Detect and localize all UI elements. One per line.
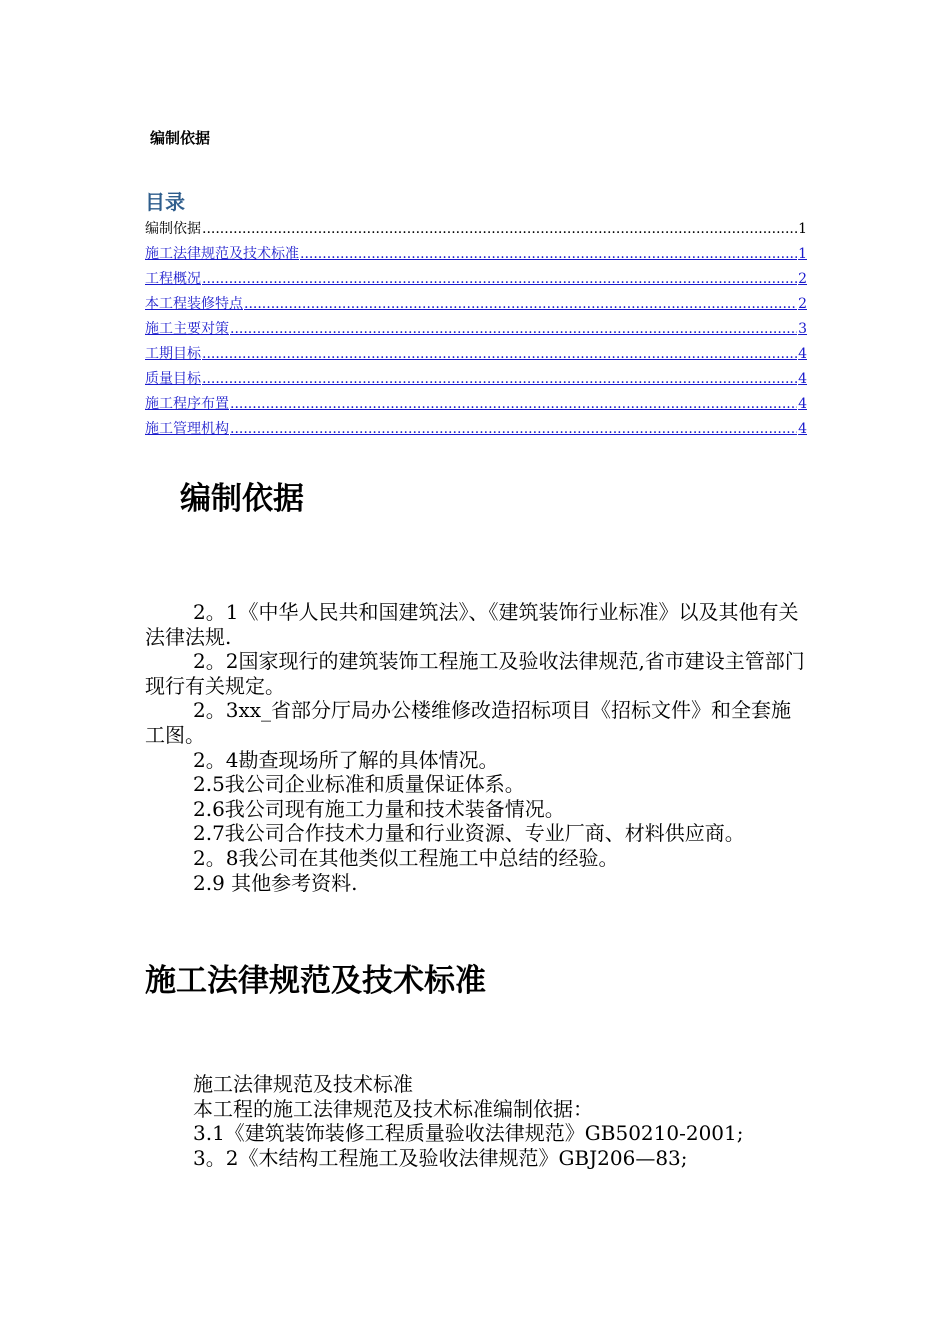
paragraph: 2。3xx_省部分厅局办公楼维修改造招标项目《招标文件》和全套施工图。 [145, 698, 792, 747]
toc-entry-bianzhi-yiju[interactable] [145, 218, 807, 243]
toc-entry-label: 本工程装修特点 [145, 296, 243, 312]
toc-leader-dots [230, 421, 797, 437]
page-header-title: 编制依据 [150, 129, 211, 147]
toc-entry-label: 施工法律规范及技术标准 [145, 246, 299, 262]
toc-link-gongqi-mubiao[interactable] [145, 343, 807, 368]
paragraph: 2.7我公司合作技术力量和行业资源、专业厂商、材料供应商。 [193, 821, 745, 846]
toc-leader-dots [202, 221, 797, 237]
toc-leader-dots [230, 321, 797, 337]
toc-link-shigong-guifan[interactable] [145, 243, 807, 268]
toc-entry-page: 1 [798, 221, 807, 237]
toc-entry-page: 4 [798, 346, 807, 362]
toc-link-guanli-jigou[interactable] [145, 418, 807, 443]
section-body-shigong-guifan [145, 1072, 807, 1170]
toc-entry-label: 施工管理机构 [145, 421, 229, 437]
paragraph: 3。2《木结构工程施工及验收法律规范》GBJ206—83; [193, 1145, 688, 1170]
section-heading-bianzhi-yiju: 编制依据 [180, 481, 304, 517]
paragraph: 2。8我公司在其他类似工程施工中总结的经验。 [193, 845, 619, 870]
toc-leader-dots [202, 346, 797, 362]
toc-entry-label: 工期目标 [145, 346, 201, 362]
paragraph: 2。4勘查现场所了解的具体情况。 [193, 747, 499, 772]
toc-entry-label: 施工程序布置 [145, 396, 229, 412]
toc-entry-label: 施工主要对策 [145, 321, 229, 337]
paragraph: 2.5我公司企业标准和质量保证体系。 [193, 772, 525, 797]
toc-heading: 目录 [145, 190, 185, 214]
toc-leader-dots [230, 396, 797, 412]
toc-entry-label: 工程概况 [145, 271, 201, 287]
toc-entry-page: 2 [798, 296, 807, 312]
toc-entry-page: 4 [798, 371, 807, 387]
paragraph: 3.1《建筑装饰装修工程质量验收法律规范》GB50210-2001; [193, 1121, 744, 1146]
section-body-bianzhi-yiju [145, 600, 807, 895]
toc-link-zhuangxiu-tedian[interactable] [145, 293, 807, 318]
toc-leader-dots [244, 296, 797, 312]
table-of-contents [145, 218, 807, 443]
paragraph: 2.9 其他参考资料. [193, 870, 358, 895]
toc-entry-page: 1 [798, 246, 807, 262]
toc-leader-dots [202, 371, 797, 387]
toc-entry-page: 3 [798, 321, 807, 337]
paragraph: 2.6我公司现有施工力量和技术装备情况。 [193, 796, 565, 821]
toc-link-chengxu-buzhi[interactable] [145, 393, 807, 418]
paragraph: 施工法律规范及技术标准 [193, 1072, 413, 1096]
paragraph: 本工程的施工法律规范及技术标准编制依据： [193, 1096, 593, 1121]
toc-entry-label: 编制依据 [145, 221, 201, 237]
toc-leader-dots [202, 271, 797, 287]
paragraph: 2。1《中华人民共和国建筑法》、《建筑装饰行业标准》以及其他有关法律法规. [145, 600, 799, 649]
toc-entry-label: 质量目标 [145, 371, 201, 387]
toc-link-gongcheng-gaikuang[interactable] [145, 268, 807, 293]
paragraph: 2。2国家现行的建筑装饰工程施工及验收法律规范,省市建设主管部门现行有关规定。 [145, 649, 805, 698]
toc-link-zhuyao-duice[interactable] [145, 318, 807, 343]
toc-leader-dots [300, 246, 797, 262]
section-heading-shigong-guifan: 施工法律规范及技术标准 [145, 963, 486, 999]
toc-entry-page: 4 [798, 396, 807, 412]
toc-entry-page: 4 [798, 421, 807, 437]
toc-entry-page: 2 [798, 271, 807, 287]
toc-link-zhiliang-mubiao[interactable] [145, 368, 807, 393]
